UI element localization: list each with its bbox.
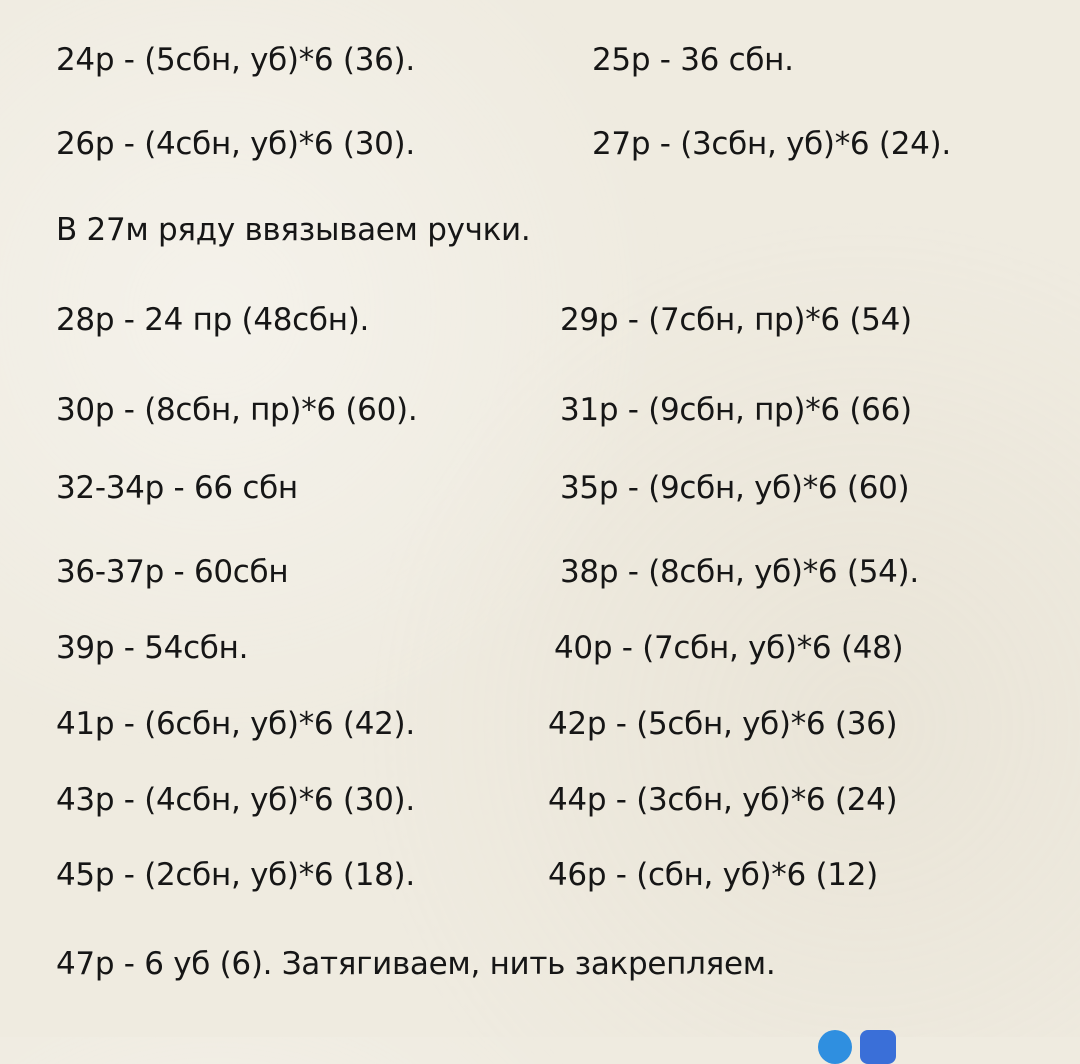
row-25: 25р - 36 сбн. [592, 42, 794, 78]
row-47: 47р - 6 уб (6). Затягиваем, нить закрепляем. [56, 946, 776, 982]
row-24: 24р - (5сбн, уб)*6 (36). [56, 42, 415, 78]
row-27-note: В 27м ряду ввязываем ручки. [56, 212, 531, 248]
row-29: 29р - (7сбн, пр)*6 (54) [560, 302, 912, 338]
row-30: 30р - (8сбн, пр)*6 (60). [56, 392, 418, 428]
circle-icon [818, 1030, 852, 1064]
row-32-34: 32-34р - 66 сбн [56, 470, 298, 506]
row-36-37: 36-37р - 60сбн [56, 554, 289, 590]
row-40: 40р - (7сбн, уб)*6 (48) [554, 630, 904, 666]
row-31: 31р - (9сбн, пр)*6 (66) [560, 392, 912, 428]
row-41: 41р - (6сбн, уб)*6 (42). [56, 706, 415, 742]
row-27: 27р - (3сбн, уб)*6 (24). [592, 126, 951, 162]
row-42: 42р - (5сбн, уб)*6 (36) [548, 706, 898, 742]
corner-app-icons [818, 1028, 908, 1040]
row-44: 44р - (3сбн, уб)*6 (24) [548, 782, 898, 818]
row-43: 43р - (4сбн, уб)*6 (30). [56, 782, 415, 818]
square-icon [860, 1030, 896, 1064]
row-39: 39р - 54сбн. [56, 630, 249, 666]
row-45: 45р - (2сбн, уб)*6 (18). [56, 857, 415, 893]
row-38: 38р - (8сбн, уб)*6 (54). [560, 554, 919, 590]
row-28: 28р - 24 пр (48сбн). [56, 302, 370, 338]
row-46: 46р - (сбн, уб)*6 (12) [548, 857, 878, 893]
row-35: 35р - (9сбн, уб)*6 (60) [560, 470, 910, 506]
row-26: 26р - (4сбн, уб)*6 (30). [56, 126, 415, 162]
